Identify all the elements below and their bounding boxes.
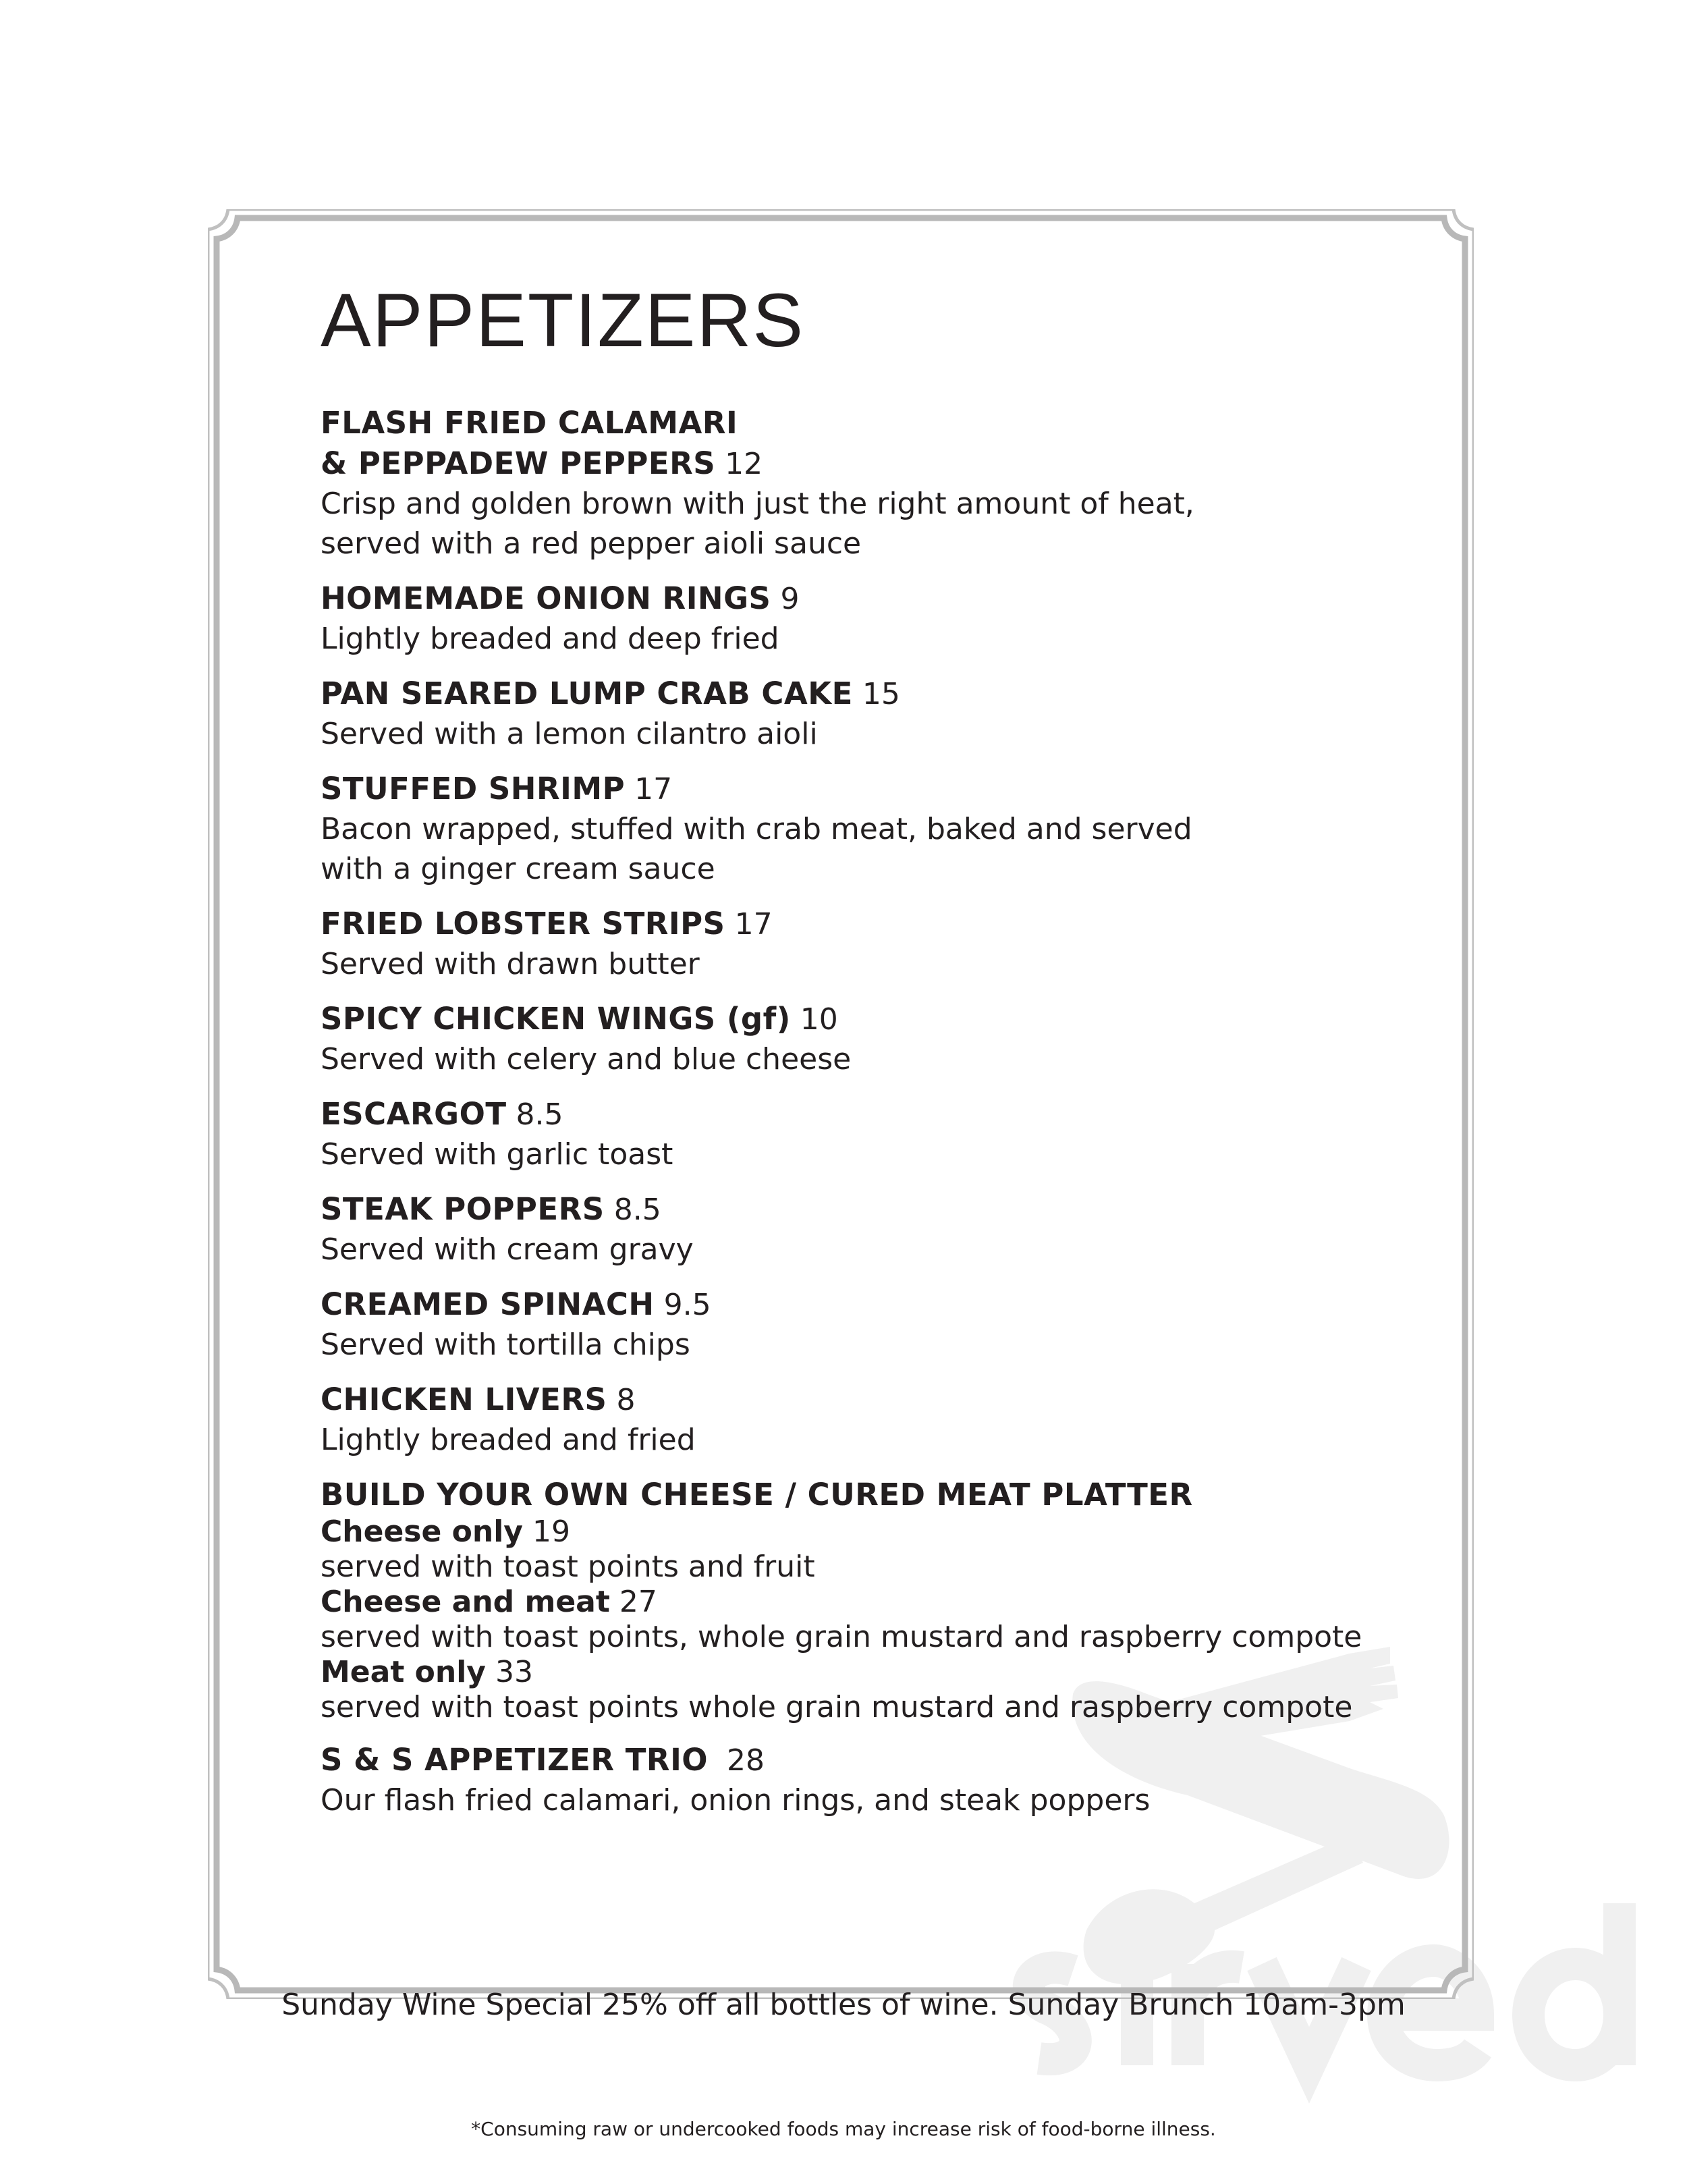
item-name: S & S APPETIZER TRIO bbox=[321, 1742, 709, 1778]
item-description: Served with cream gravy bbox=[321, 1232, 694, 1267]
item-name: & PEPPADEW PEPPERS bbox=[321, 445, 716, 481]
item-price: 8.5 bbox=[516, 1097, 563, 1132]
menu-item-list bbox=[321, 403, 1468, 1460]
item-price: 10 bbox=[800, 1002, 838, 1037]
item-price: 9.5 bbox=[663, 1288, 711, 1322]
item-name: SPICY CHICKEN WINGS (gf) bbox=[321, 1001, 791, 1037]
appetizers-section bbox=[321, 280, 1468, 1835]
menu-item bbox=[321, 674, 1468, 754]
item-description: Lightly breaded and deep fried bbox=[321, 622, 779, 656]
option-description: served with toast points whole grain mustard and raspberry compote bbox=[321, 1690, 1353, 1724]
item-price: 9 bbox=[780, 582, 800, 616]
menu-item bbox=[321, 904, 1468, 984]
item-name: ESCARGOT bbox=[321, 1096, 507, 1132]
section-title: APPETIZERS bbox=[321, 278, 805, 362]
wine-special-note: Sunday Wine Special 25% off all bottles of wine. Sunday Brunch 10am-3pm bbox=[281, 1988, 1406, 2022]
option-name: Meat only bbox=[321, 1655, 486, 1689]
menu-item-platter bbox=[321, 1475, 1468, 1725]
option-price: 19 bbox=[532, 1514, 570, 1549]
menu-item bbox=[321, 578, 1468, 659]
menu-item bbox=[321, 1094, 1468, 1174]
item-name: BUILD YOUR OWN CHEESE / CURED MEAT PLATTER bbox=[321, 1477, 1193, 1512]
option-price: 33 bbox=[495, 1655, 533, 1689]
item-name: STUFFED SHRIMP bbox=[321, 771, 626, 807]
option-description: served with toast points, whole grain mustard and raspberry compote bbox=[321, 1620, 1362, 1654]
item-name: CREAMED SPINACH bbox=[321, 1286, 655, 1322]
menu-item bbox=[321, 1380, 1468, 1460]
option-price: 27 bbox=[619, 1585, 657, 1619]
menu-item bbox=[321, 1284, 1468, 1365]
item-description: Served with tortilla chips bbox=[321, 1328, 690, 1362]
option-name: Cheese and meat bbox=[321, 1585, 610, 1619]
item-price: 8 bbox=[616, 1383, 636, 1417]
item-description: Served with a lemon cilantro aioli bbox=[321, 717, 818, 751]
menu-item-trio bbox=[321, 1740, 1468, 1820]
option-name: Cheese only bbox=[321, 1514, 523, 1549]
item-price: 17 bbox=[634, 772, 673, 807]
item-name: CHICKEN LIVERS bbox=[321, 1382, 607, 1417]
item-name: FLASH FRIED CALAMARI bbox=[321, 405, 738, 441]
menu-item bbox=[321, 1189, 1468, 1270]
item-description: Served with drawn butter bbox=[321, 947, 700, 981]
item-description: with a ginger cream sauce bbox=[321, 852, 715, 886]
item-description: Our flash fried calamari, onion rings, and steak poppers bbox=[321, 1783, 1151, 1818]
menu-item bbox=[321, 769, 1468, 889]
item-name: HOMEMADE ONION RINGS bbox=[321, 580, 771, 616]
menu-item bbox=[321, 999, 1468, 1079]
item-description: Served with celery and blue cheese bbox=[321, 1042, 852, 1076]
item-price: 12 bbox=[725, 447, 763, 481]
food-safety-disclaimer: *Consuming raw or undercooked foods may increase risk of food-borne illness. bbox=[471, 2118, 1216, 2140]
option-description: served with toast points and fruit bbox=[321, 1550, 815, 1584]
item-description: Crisp and golden brown with just the right amount of heat, bbox=[321, 487, 1194, 521]
item-name: PAN SEARED LUMP CRAB CAKE bbox=[321, 676, 853, 711]
platter-options bbox=[321, 1514, 1468, 1725]
item-price: 8.5 bbox=[613, 1193, 661, 1227]
item-name: FRIED LOBSTER STRIPS bbox=[321, 906, 725, 941]
item-description: Lightly breaded and fried bbox=[321, 1423, 696, 1457]
item-description: served with a red pepper aioli sauce bbox=[321, 526, 862, 561]
item-price: 15 bbox=[862, 677, 900, 711]
item-description: Served with garlic toast bbox=[321, 1137, 673, 1172]
item-price: 17 bbox=[734, 907, 773, 941]
item-description: Bacon wrapped, stuffed with crab meat, baked and served bbox=[321, 812, 1192, 846]
item-name: STEAK POPPERS bbox=[321, 1191, 605, 1227]
menu-item bbox=[321, 403, 1468, 564]
item-price: 28 bbox=[727, 1743, 765, 1778]
